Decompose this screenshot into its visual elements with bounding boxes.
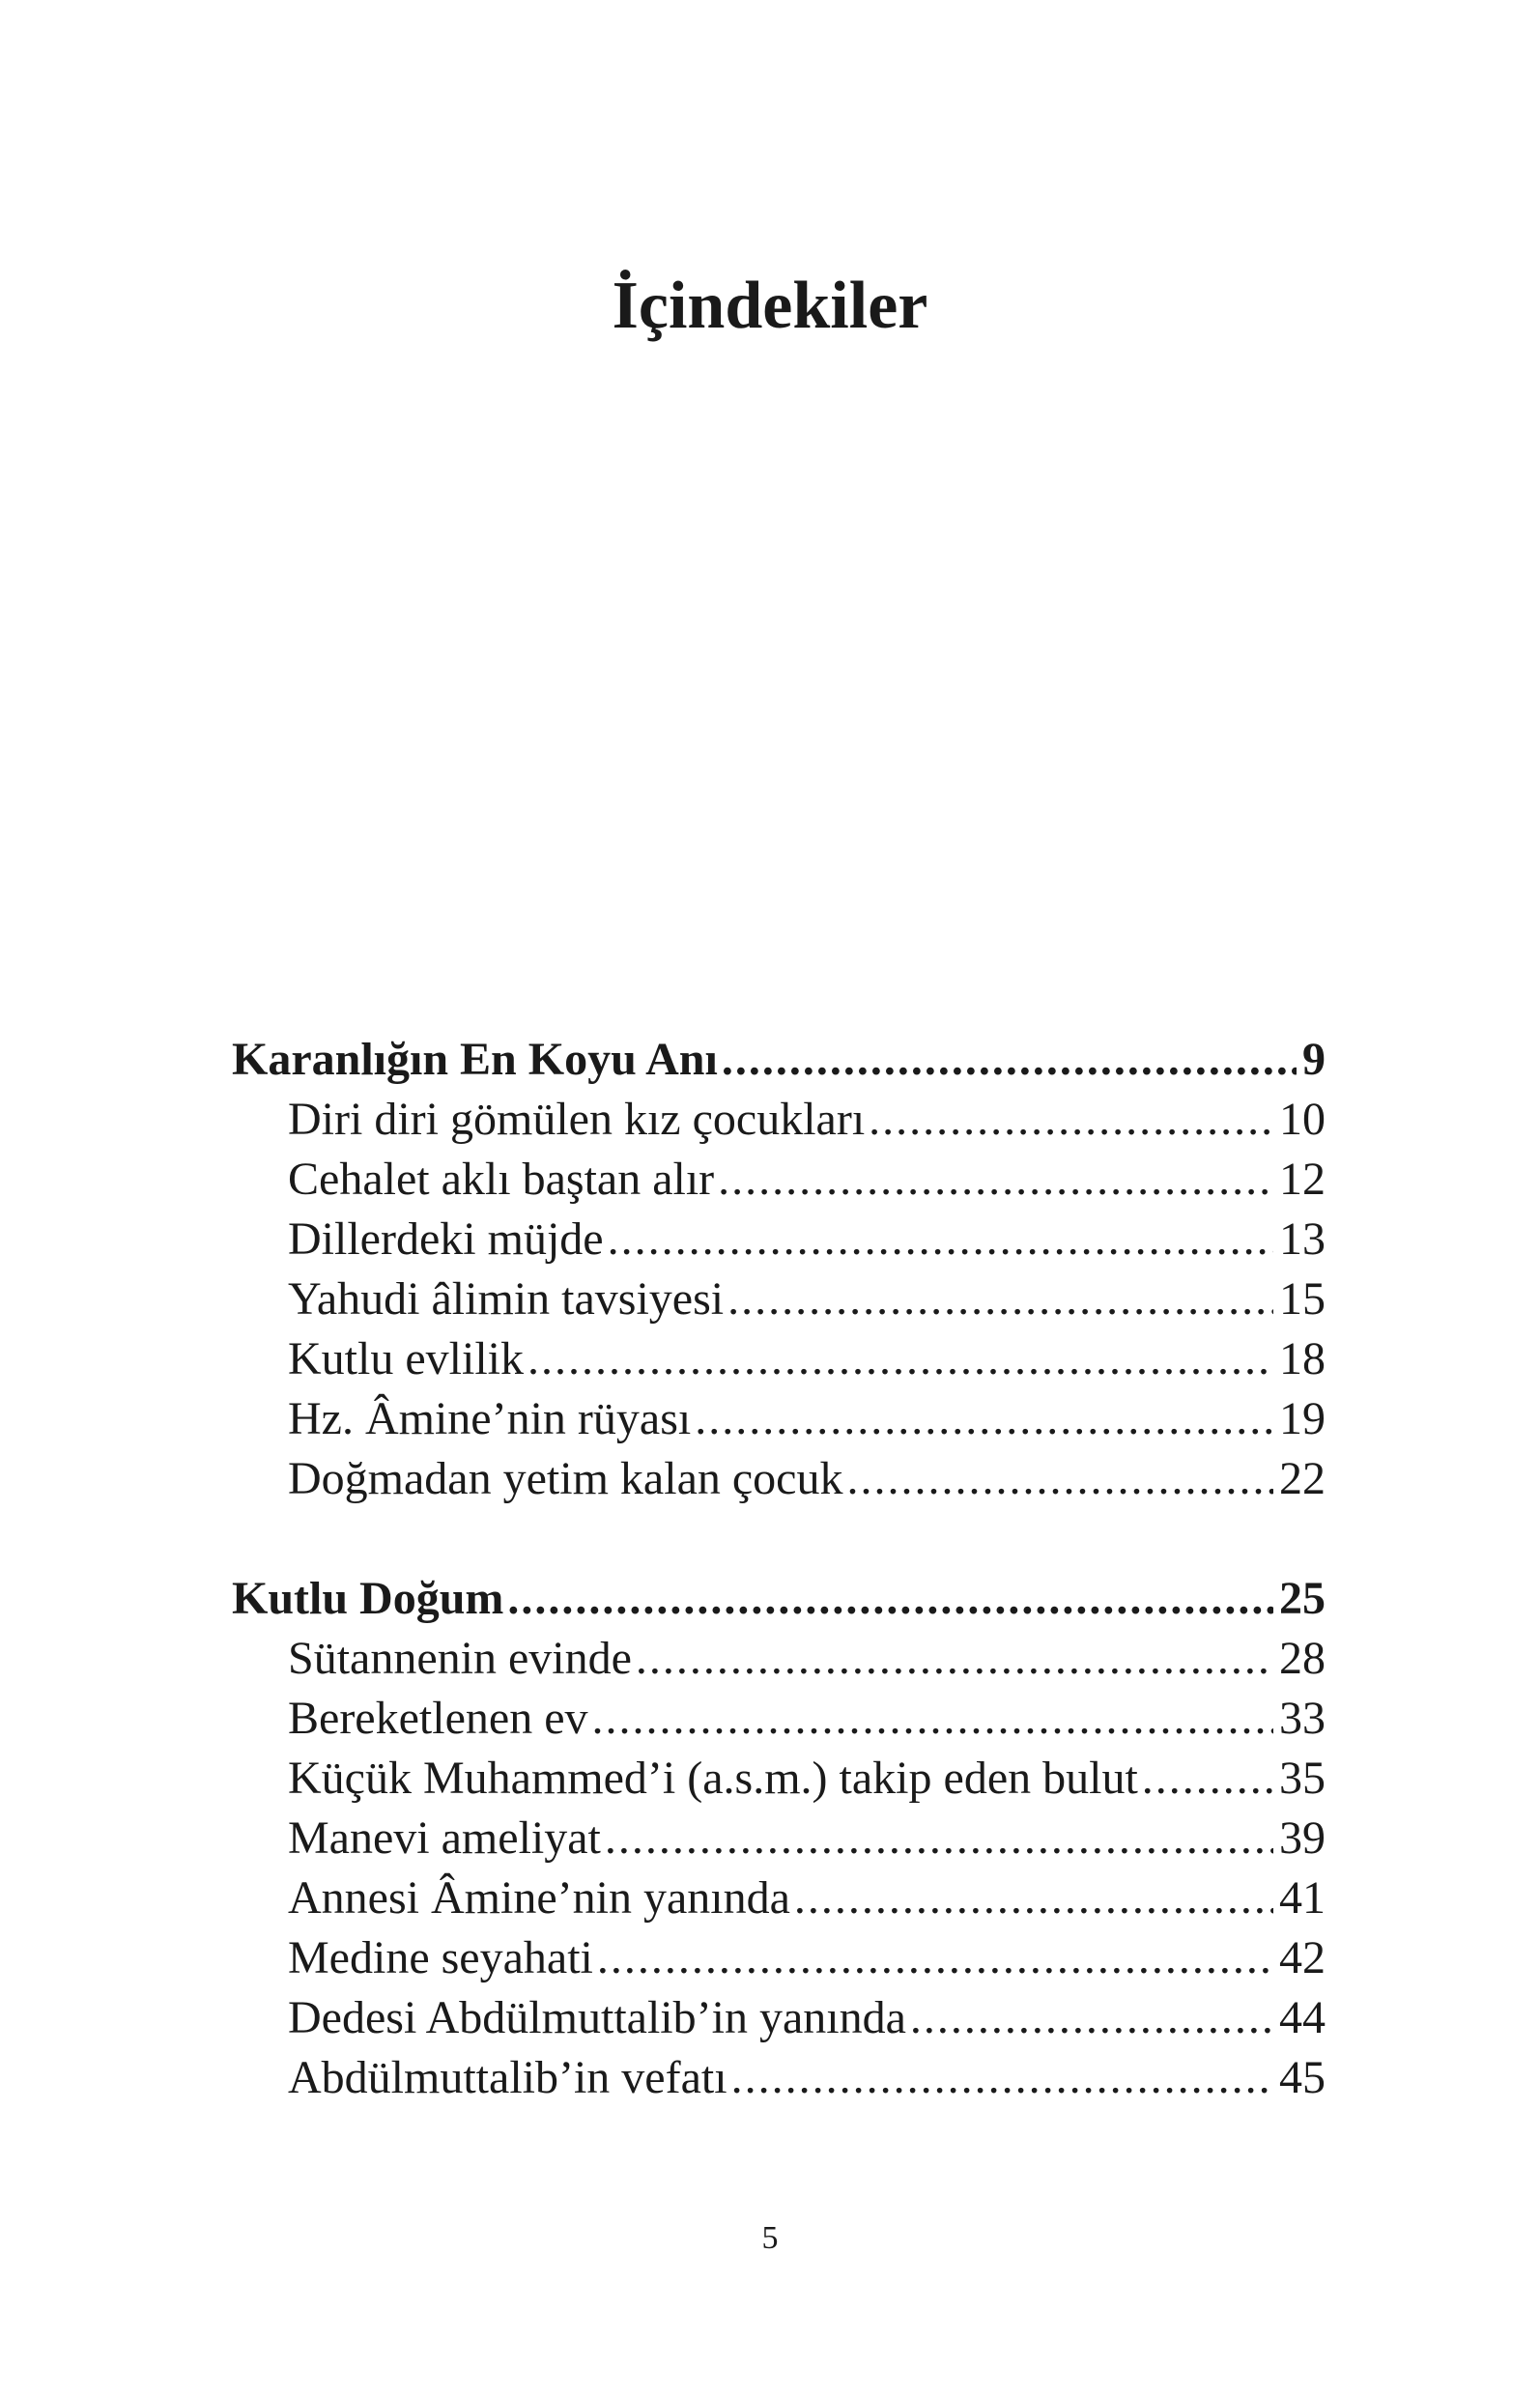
- toc-entry[interactable]: [232, 1090, 1326, 1150]
- dot-leader: [507, 1569, 1273, 1629]
- toc-entry[interactable]: [232, 2048, 1326, 2108]
- dot-leader: [636, 1629, 1273, 1689]
- toc-entry-title: Sütannenin evinde: [288, 1633, 632, 1684]
- toc-entry[interactable]: [232, 1449, 1326, 1509]
- toc-entry-title: Dillerdeki müjde: [288, 1213, 604, 1265]
- dot-leader: [727, 1269, 1273, 1329]
- toc-chapter-entry[interactable]: [232, 1569, 1326, 1629]
- toc-page-number: 42: [1279, 1932, 1326, 1983]
- toc-page-number: 28: [1279, 1633, 1326, 1684]
- page-number: 5: [761, 2220, 779, 2256]
- toc-entry-title: Hz. Âmine’nin rüyası: [288, 1393, 692, 1444]
- dot-leader: [731, 2048, 1273, 2108]
- toc-page-number: 39: [1279, 1812, 1326, 1864]
- toc-page-number: 35: [1279, 1753, 1326, 1804]
- dot-leader: [1142, 1749, 1273, 1809]
- toc-entry-title: Küçük Muhammed’i (a.s.m.) takip eden bulut: [288, 1753, 1138, 1804]
- toc-page-number: 45: [1279, 2052, 1326, 2103]
- toc-entry-title: Kutlu evlilik: [288, 1333, 524, 1384]
- toc-entry-title: Annesi Âmine’nin yanında: [288, 1872, 790, 1924]
- toc-page-number: 15: [1279, 1273, 1326, 1325]
- toc-section-1: [232, 1030, 1326, 1509]
- toc-page-number: 33: [1279, 1693, 1326, 1744]
- toc-entry[interactable]: [232, 1329, 1326, 1389]
- toc-chapter-entry[interactable]: [232, 1030, 1326, 1090]
- toc-entry[interactable]: [232, 1689, 1326, 1749]
- toc-entry[interactable]: [232, 1928, 1326, 1988]
- toc-entry[interactable]: [232, 1809, 1326, 1868]
- toc-entry-title: Bereketlenen ev: [288, 1693, 588, 1744]
- toc-entry-title: Yahudi âlimin tavsiyesi: [288, 1273, 725, 1325]
- toc-entry[interactable]: [232, 1210, 1326, 1269]
- toc-chapter-title: Karanlığın En Koyu Anı: [232, 1034, 718, 1085]
- dot-leader: [910, 1988, 1273, 2048]
- toc-page-number: 18: [1279, 1333, 1326, 1384]
- toc-entry[interactable]: [232, 1150, 1326, 1210]
- dot-leader: [528, 1329, 1273, 1389]
- toc-page-number: 13: [1279, 1213, 1326, 1265]
- dot-leader: [722, 1030, 1297, 1090]
- toc-entry[interactable]: [232, 1868, 1326, 1928]
- dot-leader: [608, 1210, 1273, 1269]
- toc-entry[interactable]: [232, 1629, 1326, 1689]
- toc-entry[interactable]: [232, 1389, 1326, 1449]
- toc-page-number: 41: [1279, 1872, 1326, 1924]
- dot-leader: [695, 1389, 1273, 1449]
- page-title: İçindekiler: [612, 269, 928, 343]
- toc-page-number: 19: [1279, 1393, 1326, 1444]
- dot-leader: [869, 1090, 1273, 1150]
- toc-entry-title: Dedesi Abdülmuttalib’in yanında: [288, 1992, 906, 2043]
- table-of-contents: [232, 1030, 1326, 2108]
- toc-chapter-title: Kutlu Doğum: [232, 1573, 504, 1624]
- toc-entry-title: Diri diri gömülen kız çocukları: [288, 1094, 866, 1145]
- dot-leader: [605, 1809, 1273, 1868]
- toc-entry-title: Manevi ameliyat: [288, 1812, 601, 1864]
- dot-leader: [846, 1449, 1273, 1509]
- toc-entry-title: Medine seyahati: [288, 1932, 593, 1983]
- toc-section-2: [232, 1569, 1326, 2108]
- toc-page-number: 10: [1279, 1094, 1326, 1145]
- dot-leader: [592, 1689, 1274, 1749]
- toc-page-number: 25: [1279, 1573, 1326, 1624]
- toc-entry-title: Cehalet aklı baştan alır: [288, 1154, 715, 1205]
- dot-leader: [794, 1868, 1273, 1928]
- toc-page-number: 12: [1279, 1154, 1326, 1205]
- toc-entry-title: Doğmadan yetim kalan çocuk: [288, 1453, 843, 1504]
- toc-entry[interactable]: [232, 1988, 1326, 2048]
- dot-leader: [718, 1150, 1273, 1210]
- toc-page-number: 22: [1279, 1453, 1326, 1504]
- toc-entry[interactable]: [232, 1269, 1326, 1329]
- dot-leader: [597, 1928, 1273, 1988]
- toc-page-number: 44: [1279, 1992, 1326, 2043]
- toc-entry[interactable]: [232, 1749, 1326, 1809]
- toc-entry-title: Abdülmuttalib’in vefatı: [288, 2052, 727, 2103]
- toc-page-number: 9: [1302, 1034, 1326, 1085]
